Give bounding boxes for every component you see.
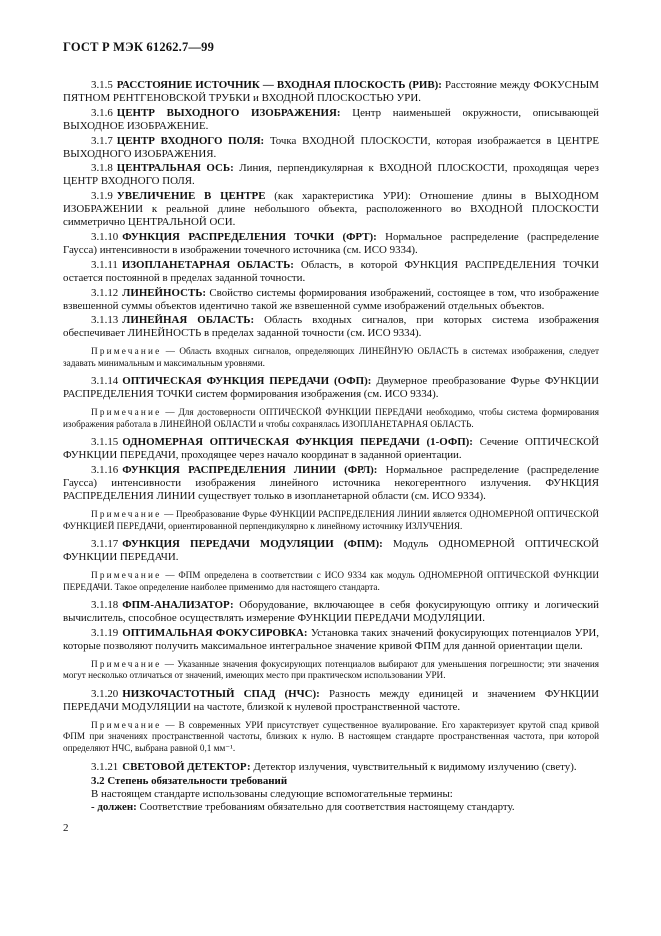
note-fourier-lsf: Примечание — Преобразование Фурье ФУНКЦИИ РАСПРЕДЕЛЕНИЯ ЛИНИИ является ОДНОМЕРНОЙ ОПТИЧЕСКОЙ ФУНКЦИЕЙ ПЕРЕДАЧИ, ориентированной перпендикулярно к линейному источнику ИЗЛУЧЕНИЯ. [63, 508, 599, 531]
definition-3-1-18: 3.1.18 ФПМ-АНАЛИЗАТОР: Оборудование, включающее в себя фокусирующую оптику и логический вычислитель, способное осуществлять измерение ФУНКЦИИ ПЕРЕДАЧИ МОДУЛЯЦИИ. [63, 599, 599, 625]
note-mtf-definition: Примечание — ФПМ определена в соответствии с ИСО 9334 как модуль ОДНОМЕРНОЙ ОПТИЧЕСКОЙ ФУНКЦИИ ПЕРЕДАЧИ. Такое определение наиболее применимо для настоящего стандарта. [63, 569, 600, 592]
definition-3-1-17: 3.1.17 ФУНКЦИЯ ПЕРЕДАЧИ МОДУЛЯЦИИ (ФПМ): Модуль ОДНОМЕРНОЙ ОПТИЧЕСКОЙ ФУНКЦИИ ПЕРЕДАЧИ. [63, 538, 599, 564]
definition-3-1-7: 3.1.7 ЦЕНТР ВХОДНОГО ПОЛЯ: Точка ВХОДНОЙ ПЛОСКОСТИ, которая изображается в ЦЕНТРЕ ВЫХОДНОГО ИЗОБРАЖЕНИЯ. [63, 134, 599, 160]
definition-3-1-9: 3.1.9 УВЕЛИЧЕНИЕ В ЦЕНТРЕ (как характеристика УРИ): Отношение длины в ВЫХОДНОМ ИЗОБРАЖЕНИИ к реальной длине небольшого объекта, расположенного во ВХОДНОЙ ПЛОСКОСТИ симметрично ЦЕНТРАЛЬНОЙ ОСИ. [63, 190, 599, 229]
document-header: ГОСТ Р МЭК 61262.7—99 [63, 40, 215, 54]
definition-3-1-21: 3.1.21 СВЕТОВОЙ ДЕТЕКТОР: Детектор излучения, чувствительный к видимому излучению (свету). [91, 760, 577, 773]
definition-3-1-15: 3.1.15 ОДНОМЕРНАЯ ОПТИЧЕСКАЯ ФУНКЦИЯ ПЕРЕДАЧИ (1-ОФП): Сечение ОПТИЧЕСКОЙ ФУНКЦИИ ПЕРЕДАЧИ, проходящее через начало координат в заданной ориентации. [63, 436, 600, 462]
definition-3-1-19: 3.1.19 ОПТИМАЛЬНАЯ ФОКУСИРОВКА: Установка таких значений фокусирующих потенциалов УРИ, которые позволяют получить максимальное интегральное значение кривой ФПМ для данной ориентации щели. [63, 626, 599, 652]
definition-3-1-12: 3.1.12 ЛИНЕЙНОСТЬ: Свойство системы формирования изображений, состоящее в том, что изображение взвешенной суммы объектов идентично такой же взвешенной сумме изображений отдельных объектов. [63, 286, 599, 312]
definition-3-1-10: 3.1.10 ФУНКЦИЯ РАСПРЕДЕЛЕНИЯ ТОЧКИ (ФРТ): Нормальное распределение (распределение Гаусса) интенсивности в изображении точечного источника (см. ИСО 9334). [63, 230, 599, 256]
definition-3-1-13: 3.1.13 ЛИНЕЙНАЯ ОБЛАСТЬ: Область входных сигналов, при которых система изображения обеспечивает ЛИНЕЙНОСТЬ в пределах заданной точности (см. ИСО 9334). [63, 314, 599, 340]
definition-3-1-14: 3.1.14 ОПТИЧЕСКАЯ ФУНКЦИЯ ПЕРЕДАЧИ (ОФП): Двумерное преобразование Фурье ФУНКЦИИ РАСПРЕДЕЛЕНИЯ ТОЧКИ систем формирования изображения (см. ИСО 9334). [63, 375, 599, 401]
note-veiling-glare: Примечание — В современных УРИ присутствует существенное вуалирование. Его характеризует крутой спад кривой ФПМ при значениях пространственной частоты, близких к нулю. В настоящем стандарте пространственная частота, при которой определяют НЧС, выбрана равной 0,1 мм⁻¹. [63, 719, 600, 753]
note-linear-region: Примечание — Область входных сигналов, определяющих ЛИНЕЙНУЮ ОБЛАСТЬ в системах изображения, следует задавать минимальным и максимальным уровнями. [63, 346, 599, 368]
page-number: 2 [63, 822, 69, 834]
note-focus-potentials: Примечание — Указанные значения фокусирующих потенциалов выбирают для уменьшения погрешности; эти значения могут несколько отличаться от значений, имеющих место при практическом использовании УРИ. [63, 658, 599, 681]
section-3-2-intro: В настоящем стандарте использованы следующие вспомогательные термины: [91, 788, 453, 801]
note-otf-validity: Примечание — Для достоверности ОПТИЧЕСКОЙ ФУНКЦИИ ПЕРЕДАЧИ необходимо, чтобы система формирования изображения работала в ЛИНЕЙНОЙ ОБЛАСТИ и чтобы сохранялась ИЗОПЛАНЕТАРНАЯ ОБЛАСТЬ. [63, 407, 599, 429]
section-3-2-definition: - должен: Соответствие требованиям обязательно для соответствия настоящему стандарту. [91, 801, 515, 814]
section-3-2-title: 3.2 Степень обязательности требований [91, 775, 288, 788]
definition-3-1-5: 3.1.5 РАССТОЯНИЕ ИСТОЧНИК — ВХОДНАЯ ПЛОСКОСТЬ (РИВ): Расстояние между ФОКУСНЫМ ПЯТНОМ РЕНТГЕНОВСКОЙ ТРУБКИ и ВХОДНОЙ ПЛОСКОСТЬЮ УРИ. [63, 79, 599, 104]
definition-3-1-6: 3.1.6 ЦЕНТР ВЫХОДНОГО ИЗОБРАЖЕНИЯ: Центр наименьшей окружности, описывающей ВЫХОДНОЕ ИЗОБРАЖЕНИЕ. [63, 106, 599, 132]
definition-3-1-11: 3.1.11 ИЗОПЛАНЕТАРНАЯ ОБЛАСТЬ: Область, в которой ФУНКЦИЯ РАСПРЕДЕЛЕНИЯ ТОЧКИ остается постоянной в пределах заданной точности. [63, 258, 600, 284]
definition-3-1-16: 3.1.16 ФУНКЦИЯ РАСПРЕДЕЛЕНИЯ ЛИНИИ (ФРЛ): Нормальное распределение (распределение Гаусса) интенсивности изображения линейного источника некогерентного излучения. ФУНКЦИЯ РАСПРЕДЕЛЕНИЯ ЛИНИИ существует только в изопланетарной области (см. ИСО 9334). [63, 464, 599, 503]
definition-3-1-8: 3.1.8 ЦЕНТРАЛЬНАЯ ОСЬ: Линия, перпендикулярная к ВХОДНОЙ ПЛОСКОСТИ, проходящая через ЦЕНТР ВХОДНОГО ПОЛЯ. [63, 162, 599, 188]
definition-3-1-20: 3.1.20 НИЗКОЧАСТОТНЫЙ СПАД (НЧС): Разность между единицей и значением ФУНКЦИИ ПЕРЕДАЧИ МОДУЛЯЦИИ на частоте, близкой к нулевой пространственной частоте. [63, 687, 599, 713]
